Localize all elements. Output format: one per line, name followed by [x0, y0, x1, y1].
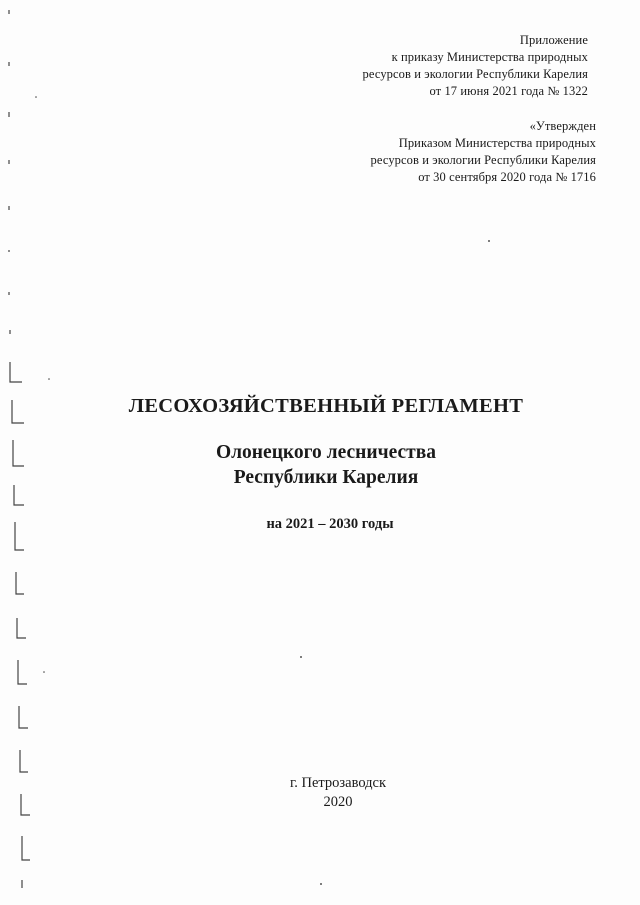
scan-speck	[300, 656, 302, 658]
document-period: на 2021 – 2030 годы	[266, 516, 394, 532]
approval-line: Приказом Министерства природных	[398, 136, 596, 150]
appendix-line: от 17 июня 2021 года № 1322	[429, 84, 588, 98]
approval-line: от 30 сентября 2020 года № 1716	[418, 170, 596, 184]
approval-line: ресурсов и экологии Республики Карелия	[370, 153, 596, 167]
footer-city: г. Петрозаводск	[289, 775, 387, 791]
approval-block	[371, 118, 596, 186]
document-subtitle: Республики Карелия	[233, 467, 419, 488]
footer-year: 2020	[323, 794, 353, 810]
approval-line: «Утвержден	[529, 119, 596, 133]
appendix-line: к приказу Министерства природных	[391, 50, 588, 64]
scan-speck	[488, 240, 490, 242]
scan-speck	[320, 883, 322, 885]
document-title: ЛЕСОХОЗЯЙСТВЕННЫЙ РЕГЛАМЕНТ	[128, 395, 524, 417]
appendix-block	[363, 32, 588, 100]
appendix-line: ресурсов и экологии Республики Карелия	[362, 67, 588, 81]
document-subtitle: Олонецкого лесничества	[215, 442, 437, 463]
appendix-line: Приложение	[519, 33, 588, 47]
